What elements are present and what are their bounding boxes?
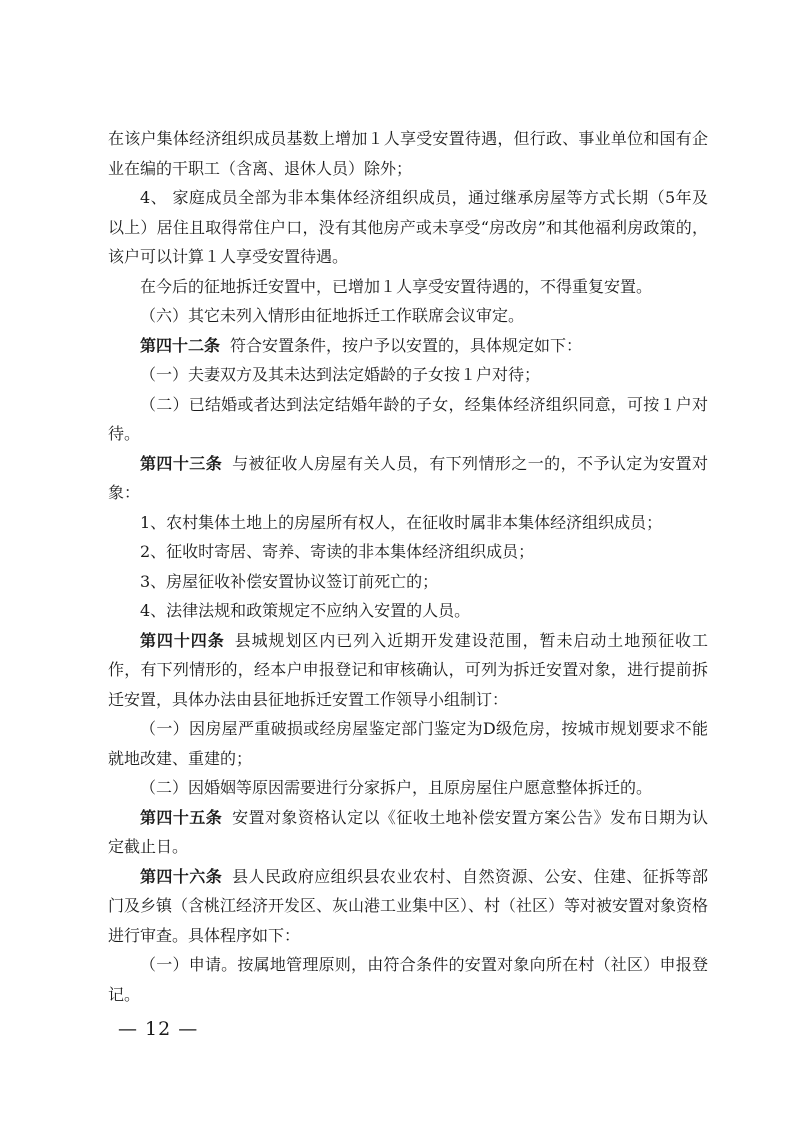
- page-number: — 12 —: [118, 1018, 199, 1040]
- document-body: [108, 124, 708, 1009]
- paragraph: （二）已结婚或者达到法定结婚年龄的子女，经集体经济组织同意，可按１户对待。: [108, 394, 708, 443]
- paragraph: （一）因房屋严重破损或经房屋鉴定部门鉴定为D级危房，按城市规划要求不能就地改建、重建的；: [108, 719, 708, 768]
- article-paragraph: 第四十二条 符合安置条件，按户予以安置的，具体规定如下：: [140, 335, 583, 355]
- article-paragraph: 第四十四条 县城规划区内已列入近期开发建设范围，暂未启动土地预征收工作，有下列情形的，经本户申报登记和审核确认，可列为拆迁安置对象，进行提前拆迁安置，具体办法由县征地拆迁安置工作领导小组制订：: [108, 630, 708, 709]
- article-number: 第四十二条: [140, 335, 221, 355]
- paragraph: （一）夫妻双方及其未达到法定婚龄的子女按１户对待；: [140, 365, 541, 384]
- paragraph: （二）因婚姻等原因需要进行分家拆户，且原房屋住户愿意整体拆迁的。: [140, 778, 653, 797]
- article-paragraph: 第四十六条 县人民政府应组织县农业农村、自然资源、公安、住建、征拆等部门及乡镇（含桃江经济开发区、灰山港工业集中区）、村（社区）等对被安置对象资格进行审查。具体程序如下：: [108, 866, 709, 945]
- article-number: 第四十四条: [140, 630, 225, 650]
- paragraph: 3、房屋征收补偿安置协议签订前死亡的；: [140, 571, 439, 591]
- paragraph: 在今后的征地拆迁安置中，已增加１人享受安置待遇的，不得重复安置。: [140, 276, 653, 296]
- paragraph: 2、征收时寄居、寄养、寄读的非本集体经济组织成员；: [140, 542, 535, 561]
- article-number: 第四十五条: [140, 807, 223, 827]
- paragraph: 4、法律法规和政策规定不应纳入安置的人员。: [140, 601, 471, 620]
- paragraph: （六）其它未列入情形由征地拆迁工作联席会议审定。: [140, 306, 525, 325]
- article-paragraph: 第四十五条 安置对象资格认定以《征收土地补偿安置方案公告》发布日期为认定截止日。: [108, 807, 708, 856]
- paragraph: 在该户集体经济组织成员基数上增加１人享受安置待遇，但行政、事业单位和国有企业在编的干职工（含离、退休人员）除外；: [108, 129, 708, 178]
- paragraph: （一）申请。按属地管理原则，由符合条件的安置对象向所在村（社区）申报登记。: [108, 955, 708, 1004]
- article-paragraph: 第四十三条 与被征收人房屋有关人员，有下列情形之一的，不予认定为安置对象：: [108, 453, 708, 502]
- paragraph: 1、农村集体土地上的房屋所有权人，在征收时属非本集体经济组织成员；: [140, 512, 663, 532]
- paragraph: 4、 家庭成员全部为非本集体经济组织成员，通过继承房屋等方式长期（5年及以上）居住且取得常住户口，没有其他房产或未享受“房改房”和其他福利房政策的，该户可以计算１人享受安置待遇。: [108, 188, 708, 266]
- article-number: 第四十三条: [140, 453, 223, 473]
- article-number: 第四十六条: [140, 866, 223, 886]
